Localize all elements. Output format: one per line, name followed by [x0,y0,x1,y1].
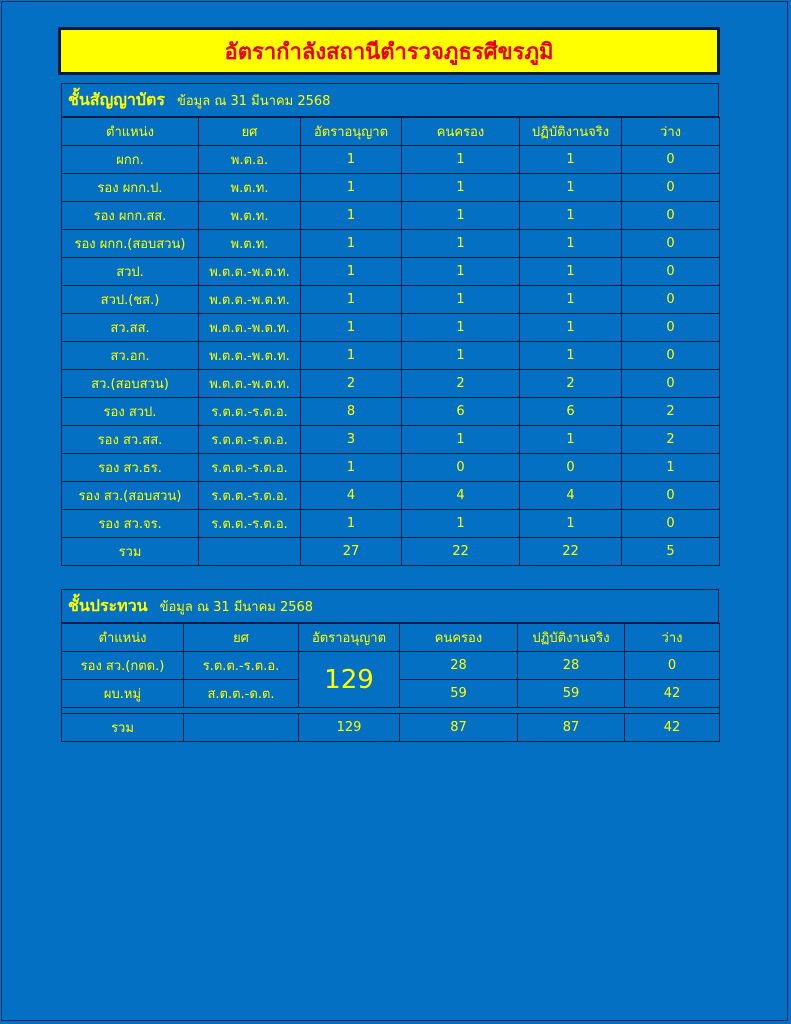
header-cell: ว่าง [622,118,720,146]
total-label-cell: รวม [62,714,184,742]
header-cell: อัตราอนุญาต [299,624,400,652]
working-cell: 1 [520,342,622,370]
section-noncommissioned-header [61,589,719,623]
vacant-cell: 0 [622,370,720,398]
occupied-cell: 28 [400,652,518,680]
vacant-cell: 0 [622,510,720,538]
occupied-cell: 2 [402,370,520,398]
header-cell: ตำแหน่ง [62,118,199,146]
allowed-cell: 1 [301,342,402,370]
occupied-cell: 1 [402,174,520,202]
allowed-cell: 1 [301,202,402,230]
section-noncommissioned-title: ชั้นประทวน [68,595,148,615]
working-cell: 1 [520,174,622,202]
position-cell: รอง ผกก.(สอบสวน) [62,230,199,258]
header-cell: อัตราอนุญาต [301,118,402,146]
header-cell: ปฏิบัติงานจริง [518,624,625,652]
rank-cell: ร.ต.ต.-ร.ต.อ. [199,454,301,482]
rank-cell: ร.ต.ต.-ร.ต.อ. [199,426,301,454]
total-vacant-cell: 5 [622,538,720,566]
allowed-cell: 1 [301,230,402,258]
allowed-cell: 4 [301,482,402,510]
allowed-cell: 8 [301,398,402,426]
section-commissioned-header [61,83,719,117]
occupied-cell: 1 [402,146,520,174]
working-cell: 1 [520,230,622,258]
table-row [62,230,720,258]
position-cell: รอง สว.(กตด.) [62,652,184,680]
occupied-cell: 1 [402,258,520,286]
total-occupied-cell: 22 [402,538,520,566]
total-vacant-cell: 42 [625,714,720,742]
allowed-cell: 1 [301,258,402,286]
table-header-row [62,624,720,652]
rank-cell: พ.ต.ต.-พ.ต.ท. [199,314,301,342]
position-cell: รอง สว.ธร. [62,454,199,482]
table-row [62,146,720,174]
total-allowed-cell: 129 [299,714,400,742]
position-cell: ผกก. [62,146,199,174]
rank-cell: พ.ต.ต.-พ.ต.ท. [199,342,301,370]
working-cell: 4 [520,482,622,510]
noncommissioned-table [61,623,720,742]
header-cell: ว่าง [625,624,720,652]
table-row [62,286,720,314]
header-cell: ยศ [199,118,301,146]
rank-cell: พ.ต.ท. [199,174,301,202]
header-cell: ตำแหน่ง [62,624,184,652]
table-row [62,482,720,510]
position-cell: สวป.(ชส.) [62,286,199,314]
allowed-cell: 1 [301,454,402,482]
allowed-cell: 1 [301,146,402,174]
occupied-cell: 1 [402,230,520,258]
table-row [62,454,720,482]
vacant-cell: 0 [622,342,720,370]
section-noncommissioned-asof: ข้อมูล ณ 31 มีนาคม 2568 [159,599,314,615]
occupied-cell: 1 [402,426,520,454]
table-total-row [62,714,720,742]
position-cell: สว.อก. [62,342,199,370]
table-row [62,370,720,398]
total-occupied-cell: 87 [400,714,518,742]
working-cell: 2 [520,370,622,398]
vacant-cell: 42 [625,680,720,708]
table-total-row [62,538,720,566]
rank-cell: ส.ต.ต.-ด.ต. [184,680,299,708]
occupied-cell: 1 [402,202,520,230]
header-cell: คนครอง [402,118,520,146]
vacant-cell: 2 [622,398,720,426]
occupied-cell: 0 [402,454,520,482]
total-rank-cell [184,714,299,742]
position-cell: รอง สว.จร. [62,510,199,538]
working-cell: 1 [520,202,622,230]
rank-cell: พ.ต.ท. [199,230,301,258]
table-header-row [62,118,720,146]
rank-cell: พ.ต.ต.-พ.ต.ท. [199,370,301,398]
working-cell: 1 [520,426,622,454]
rank-cell: ร.ต.ต.-ร.ต.อ. [199,482,301,510]
rank-cell: พ.ต.อ. [199,146,301,174]
allowed-cell: 1 [301,314,402,342]
allowed-cell: 1 [301,286,402,314]
working-cell: 59 [518,680,625,708]
table-row [62,202,720,230]
vacant-cell: 0 [622,258,720,286]
section-commissioned-title: ชั้นสัญญาบัตร [68,89,165,109]
position-cell: รอง สวป. [62,398,199,426]
occupied-cell: 59 [400,680,518,708]
rank-cell: ร.ต.ต.-ร.ต.อ. [184,652,299,680]
vacant-cell: 0 [622,202,720,230]
position-cell: ผบ.หมู่ [62,680,184,708]
vacant-cell: 2 [622,426,720,454]
total-allowed-cell: 27 [301,538,402,566]
vacant-cell: 0 [622,314,720,342]
occupied-cell: 4 [402,482,520,510]
position-cell: รอง สว.(สอบสวน) [62,482,199,510]
vacant-cell: 0 [625,652,720,680]
header-cell: ปฏิบัติงานจริง [520,118,622,146]
allowed-cell: 1 [301,174,402,202]
header-cell: คนครอง [400,624,518,652]
header-cell: ยศ [184,624,299,652]
page-title-text: อัตรากำลังสถานีตำรวจภูธรศีขรภูมิ [224,39,554,65]
section-commissioned-asof: ข้อมูล ณ 31 มีนาคม 2568 [176,93,331,109]
vacant-cell: 0 [622,174,720,202]
position-cell: รอง สว.สส. [62,426,199,454]
position-cell: สวป. [62,258,199,286]
allowed-cell: 2 [301,370,402,398]
table-row [62,510,720,538]
position-cell: รอง ผกก.สส. [62,202,199,230]
position-cell: สว.(สอบสวน) [62,370,199,398]
table-row [62,652,720,680]
rank-cell: ร.ต.ต.-ร.ต.อ. [199,398,301,426]
occupied-cell: 1 [402,342,520,370]
table-row [62,258,720,286]
rank-cell: ร.ต.ต.-ร.ต.อ. [199,510,301,538]
vacant-cell: 0 [622,230,720,258]
working-cell: 0 [520,454,622,482]
working-cell: 6 [520,398,622,426]
total-label-cell: รวม [62,538,199,566]
working-cell: 1 [520,258,622,286]
table-row [62,314,720,342]
working-cell: 1 [520,146,622,174]
vacant-cell: 0 [622,146,720,174]
table-row [62,342,720,370]
total-rank-cell [199,538,301,566]
page-title [58,27,720,75]
allowed-cell: 3 [301,426,402,454]
working-cell: 1 [520,286,622,314]
merged-allowed-cell: 129 [299,652,400,708]
occupied-cell: 1 [402,314,520,342]
occupied-cell: 1 [402,286,520,314]
table-row [62,398,720,426]
rank-cell: พ.ต.ท. [199,202,301,230]
commissioned-table [61,117,720,566]
position-cell: สว.สส. [62,314,199,342]
table-row [62,426,720,454]
vacant-cell: 0 [622,482,720,510]
total-working-cell: 87 [518,714,625,742]
total-working-cell: 22 [520,538,622,566]
vacant-cell: 0 [622,286,720,314]
working-cell: 28 [518,652,625,680]
rank-cell: พ.ต.ต.-พ.ต.ท. [199,286,301,314]
position-cell: รอง ผกก.ป. [62,174,199,202]
allowed-cell: 1 [301,510,402,538]
working-cell: 1 [520,314,622,342]
occupied-cell: 1 [402,510,520,538]
working-cell: 1 [520,510,622,538]
vacant-cell: 1 [622,454,720,482]
table-row [62,174,720,202]
rank-cell: พ.ต.ต.-พ.ต.ท. [199,258,301,286]
occupied-cell: 6 [402,398,520,426]
